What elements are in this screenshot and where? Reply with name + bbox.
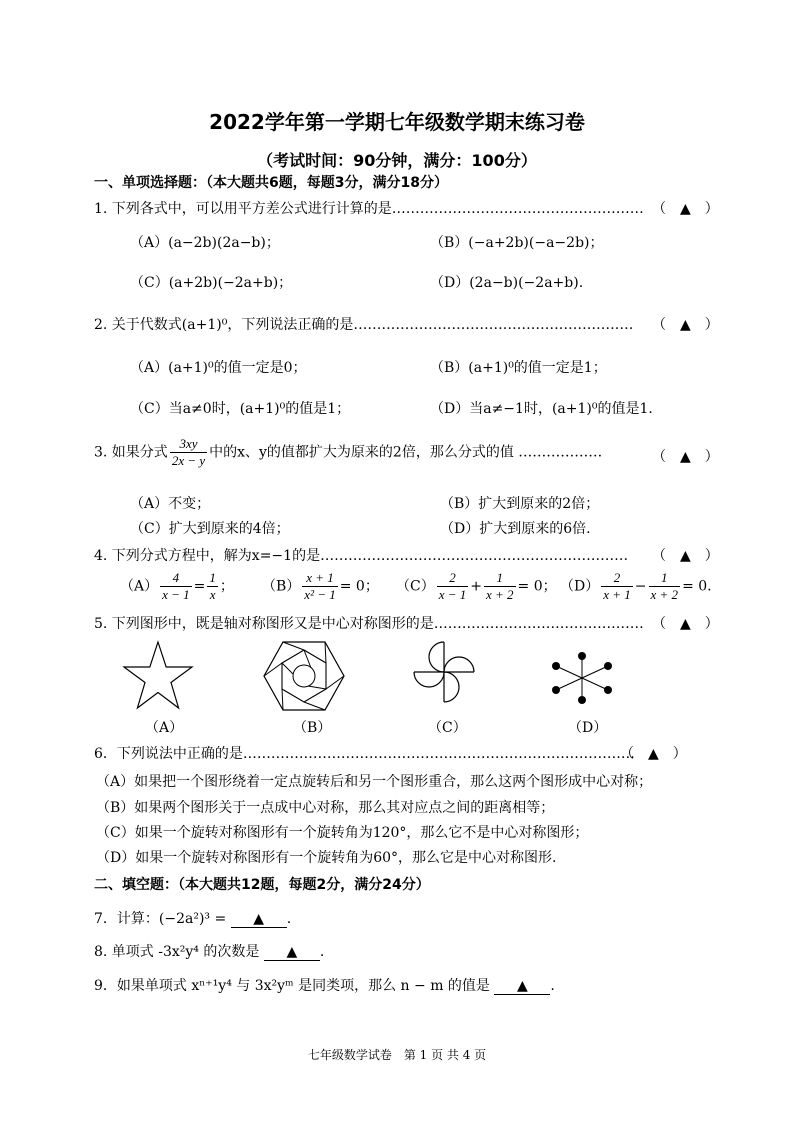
figure-c-label: （C） — [428, 720, 467, 736]
q7-answer-blank[interactable]: ▲ — [231, 911, 287, 928]
q4-c-num1: 2 — [437, 570, 469, 587]
q5-answer-mark: （ ▲ ） — [652, 616, 719, 632]
q3-option-a: （A）不变； — [130, 496, 211, 512]
q3-stem-post: 中的x、y的值都扩大为原来的2倍，那么分式的值 ……………… — [209, 444, 603, 461]
q4-d-num2: 1 — [649, 570, 681, 587]
q3-option-b: （B）扩大到原来的2倍； — [440, 496, 600, 512]
q8-end: . — [319, 944, 325, 960]
q4-c-num2: 1 — [484, 570, 516, 587]
q4-option-a-label: （A） — [120, 578, 159, 595]
q4-a-end: ； — [219, 578, 234, 595]
q3-fraction — [170, 436, 207, 469]
q6-option-d: （D）如果一个旋转对称图形有一个旋转角为60°，那么它是中心对称图形. — [96, 850, 557, 866]
q4-a-den2: x — [209, 587, 216, 602]
q9 — [94, 975, 555, 995]
q4-option-d-label: （D） — [560, 578, 600, 595]
q7-end: . — [286, 911, 292, 927]
q4-b-end: = 0； — [339, 578, 379, 595]
q4-c-den2: x + 2 — [486, 587, 514, 602]
q4-c-frac2 — [484, 570, 516, 603]
q1-option-d: （D）(2a−b)(−2a+b). — [430, 275, 584, 291]
q3-stem — [94, 436, 602, 469]
q3-answer-mark: （ ▲ ） — [652, 449, 719, 465]
q4-c-frac1 — [437, 570, 469, 603]
q1-option-c: （C）(a+2b)(−2a+b)； — [130, 275, 293, 291]
q4-b-num1: x + 1 — [302, 570, 337, 587]
q8-answer-blank[interactable]: ▲ — [264, 944, 320, 961]
figure-b-hexagon — [262, 638, 346, 714]
q4-option-d — [560, 570, 712, 603]
q3-stem-pre: 3. 如果分式 — [94, 444, 168, 461]
q4-c-op: + — [470, 578, 482, 595]
q9-answer-blank[interactable]: ▲ — [494, 978, 550, 995]
q4-option-c — [396, 570, 557, 603]
q6-stem: 6．下列说法中正确的是………………………………………………………………………… — [94, 746, 635, 762]
figure-d-label: （D） — [568, 720, 608, 736]
q4-d-frac2 — [649, 570, 681, 603]
q4-stem: 4. 下列分式方程中，解为x=−1的是………………………………………………………… — [94, 548, 629, 564]
q4-a-num1: 4 — [160, 570, 192, 587]
q4-option-c-label: （C） — [396, 578, 435, 595]
q1-answer-mark: （ ▲ ） — [652, 201, 719, 217]
q7 — [94, 908, 291, 928]
q2-option-a: （A）(a+1)⁰的值一定是0； — [130, 360, 307, 376]
q4-d-den1: x + 1 — [603, 587, 631, 602]
figure-c-pinwheel — [408, 636, 480, 708]
q2-option-c: （C）当a≠0时，(a+1)⁰的值是1； — [130, 401, 351, 417]
q4-d-num1: 2 — [601, 570, 633, 587]
q6-answer-mark: （ ▲ ） — [620, 746, 687, 762]
q2-option-b: （B）(a+1)⁰的值一定是1； — [430, 360, 607, 376]
q4-option-a — [120, 570, 234, 603]
q8-text: 8. 单项式 -3x²y⁴ 的次数是 — [94, 944, 260, 960]
q4-a-den1: x − 1 — [162, 587, 190, 602]
q4-d-end: = 0. — [682, 578, 712, 595]
figure-b-label: （B） — [293, 720, 332, 736]
figure-d-six-dots — [548, 652, 616, 704]
q2-stem: 2. 关于代数式(a+1)⁰，下列说法正确的是…………………………………………………… — [94, 317, 634, 333]
q3-fraction-num: 3xy — [170, 436, 207, 453]
figure-a-star — [120, 638, 196, 714]
q6-option-b: （B）如果两个图形关于一点成中心对称，那么其对应点之间的距离相等； — [96, 800, 555, 816]
section-2-heading: 二、填空题：（本大题共12题，每题2分，满分24分） — [94, 877, 430, 893]
q2-option-d: （D）当a≠−1时，(a+1)⁰的值是1. — [430, 401, 653, 417]
q4-b-frac1 — [302, 570, 337, 603]
q3-option-c: （C）扩大到原来的4倍； — [130, 521, 290, 537]
q4-answer-mark: （ ▲ ） — [652, 548, 719, 564]
q4-d-op: − — [634, 578, 647, 595]
figure-a-label: （A） — [145, 720, 184, 736]
page-footer: 七年级数学试卷 第 1 页 共 4 页 — [307, 1048, 487, 1062]
q6-option-c: （C）如果一个旋转对称图形有一个旋转角为120°，那么它不是中心对称图形； — [96, 825, 589, 841]
page-title: 2022学年第一学期七年级数学期末练习卷 — [209, 110, 585, 134]
q4-a-frac2 — [207, 570, 218, 603]
q4-a-frac1 — [160, 570, 192, 603]
q4-option-b — [262, 570, 379, 603]
q9-text: 9．如果单项式 xⁿ⁺¹y⁴ 与 3x²yᵐ 是同类项，那么 n − m 的值是 — [94, 978, 490, 994]
q3-fraction-den: 2x − y — [171, 453, 206, 468]
q1-option-b: （B）(−a+2b)(−a−2b)； — [430, 235, 604, 251]
q3-option-d: （D）扩大到原来的6倍. — [440, 521, 591, 537]
q4-c-den1: x − 1 — [438, 587, 467, 602]
q6-option-a: （A）如果把一个图形绕着一定点旋转后和另一个图形重合，那么这两个图形成中心对称； — [96, 774, 653, 790]
q1-stem: 1. 下列各式中，可以用平方差公式进行计算的是……………………………………………… — [94, 201, 644, 217]
section-1-heading: 一、单项选择题：（本大题共6题，每题3分，满分18分） — [94, 175, 448, 191]
q4-a-eq: = — [193, 578, 206, 595]
q9-end: . — [550, 978, 555, 994]
q4-b-den1: x² − 1 — [304, 587, 336, 602]
exam-info: （考试时间：90分钟，满分：100分） — [257, 151, 537, 170]
q4-d-frac1 — [601, 570, 633, 603]
q4-d-den2: x + 2 — [650, 587, 679, 602]
q1-option-a: （A）(a−2b)(2a−b)； — [130, 235, 280, 251]
q4-c-end: = 0； — [517, 578, 557, 595]
q2-answer-mark: （ ▲ ） — [652, 317, 719, 333]
q4-option-b-label: （B） — [262, 578, 301, 595]
q8 — [94, 941, 324, 961]
q4-a-num2: 1 — [209, 570, 216, 585]
q7-text: 7．计算：(−2a²)³ = — [94, 911, 227, 927]
q5-stem: 5. 下列图形中，既是轴对称图形又是中心对称图形的是……………………………………… — [94, 616, 644, 632]
